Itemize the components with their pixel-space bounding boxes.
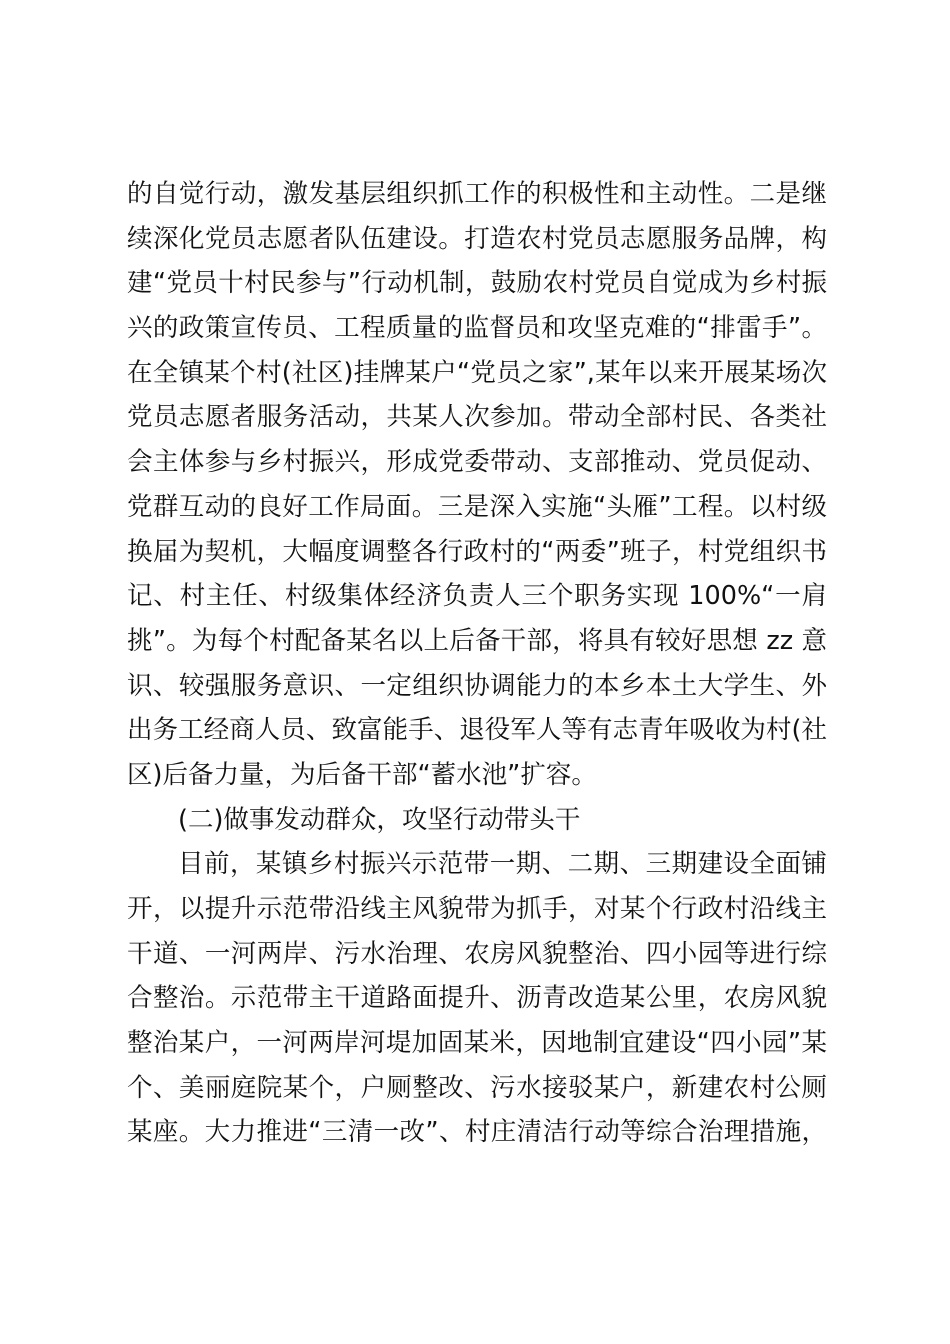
- text-line: 某座。大力推进“三清一改”、村庄清洁行动等综合治理措施，: [127, 1117, 827, 1148]
- text-line: 整治某户，一河两岸河堤加固某米，因地制宜建设“四小园”某: [127, 1028, 827, 1059]
- text-line: 挑”。为每个村配备某名以上后备干部，将具有较好思想 zz 意: [127, 625, 827, 656]
- text-line: 干道、一河两岸、污水治理、农房风貌整治、四小园等进行综: [127, 938, 827, 969]
- text-line: 合整治。示范带主干道路面提升、沥青改造某公里，农房风貌: [127, 983, 827, 1014]
- text-line: 区)后备力量，为后备干部“蓄水池”扩容。: [127, 759, 597, 790]
- text-line: 党群互动的良好工作局面。三是深入实施“头雁”工程。以村级: [127, 491, 827, 522]
- text-line: 党员志愿者服务活动，共某人次参加。带动全部村民、各类社: [127, 402, 827, 433]
- text-line: 开，以提升示范带沿线主风貌带为抓手，对某个行政村沿线主: [127, 894, 827, 924]
- text-line: 建“党员十村民参与”行动机制，鼓励农村党员自觉成为乡村振: [127, 268, 827, 299]
- text-line: 续深化党员志愿者队伍建设。打造农村党员志愿服务品牌，构: [127, 223, 827, 254]
- text-line: 记、村主任、村级集体经济负责人三个职务实现 100%“一肩: [127, 581, 827, 612]
- body-text: [127, 172, 827, 1155]
- text-line: 识、较强服务意识、一定组织协调能力的本乡本土大学生、外: [127, 670, 827, 701]
- text-line: 兴的政策宣传员、工程质量的监督员和攻坚克难的“排雷手”。: [127, 313, 827, 344]
- text-line: 目前，某镇乡村振兴示范带一期、二期、三期建设全面铺: [178, 849, 827, 880]
- text-line: 换届为契机，大幅度调整各行政村的“两委”班子，村党组织书: [127, 536, 827, 567]
- text-line: 出务工经商人员、致富能手、退役军人等有志青年吸收为村(社: [127, 715, 827, 746]
- text-line: 会主体参与乡村振兴，形成党委带动、支部推动、党员促动、: [127, 447, 827, 478]
- section-heading: (二)做事发动群众，攻坚行动带头干: [178, 804, 581, 835]
- text-line: 在全镇某个村(社区)挂牌某户“党员之家”,某年以来开展某场次: [127, 357, 827, 388]
- text-line: 的自觉行动，激发基层组织抓工作的积极性和主动性。二是继: [127, 179, 827, 209]
- text-line: 个、美丽庭院某个，户厕整改、污水接驳某户，新建农村公厕: [127, 1072, 827, 1103]
